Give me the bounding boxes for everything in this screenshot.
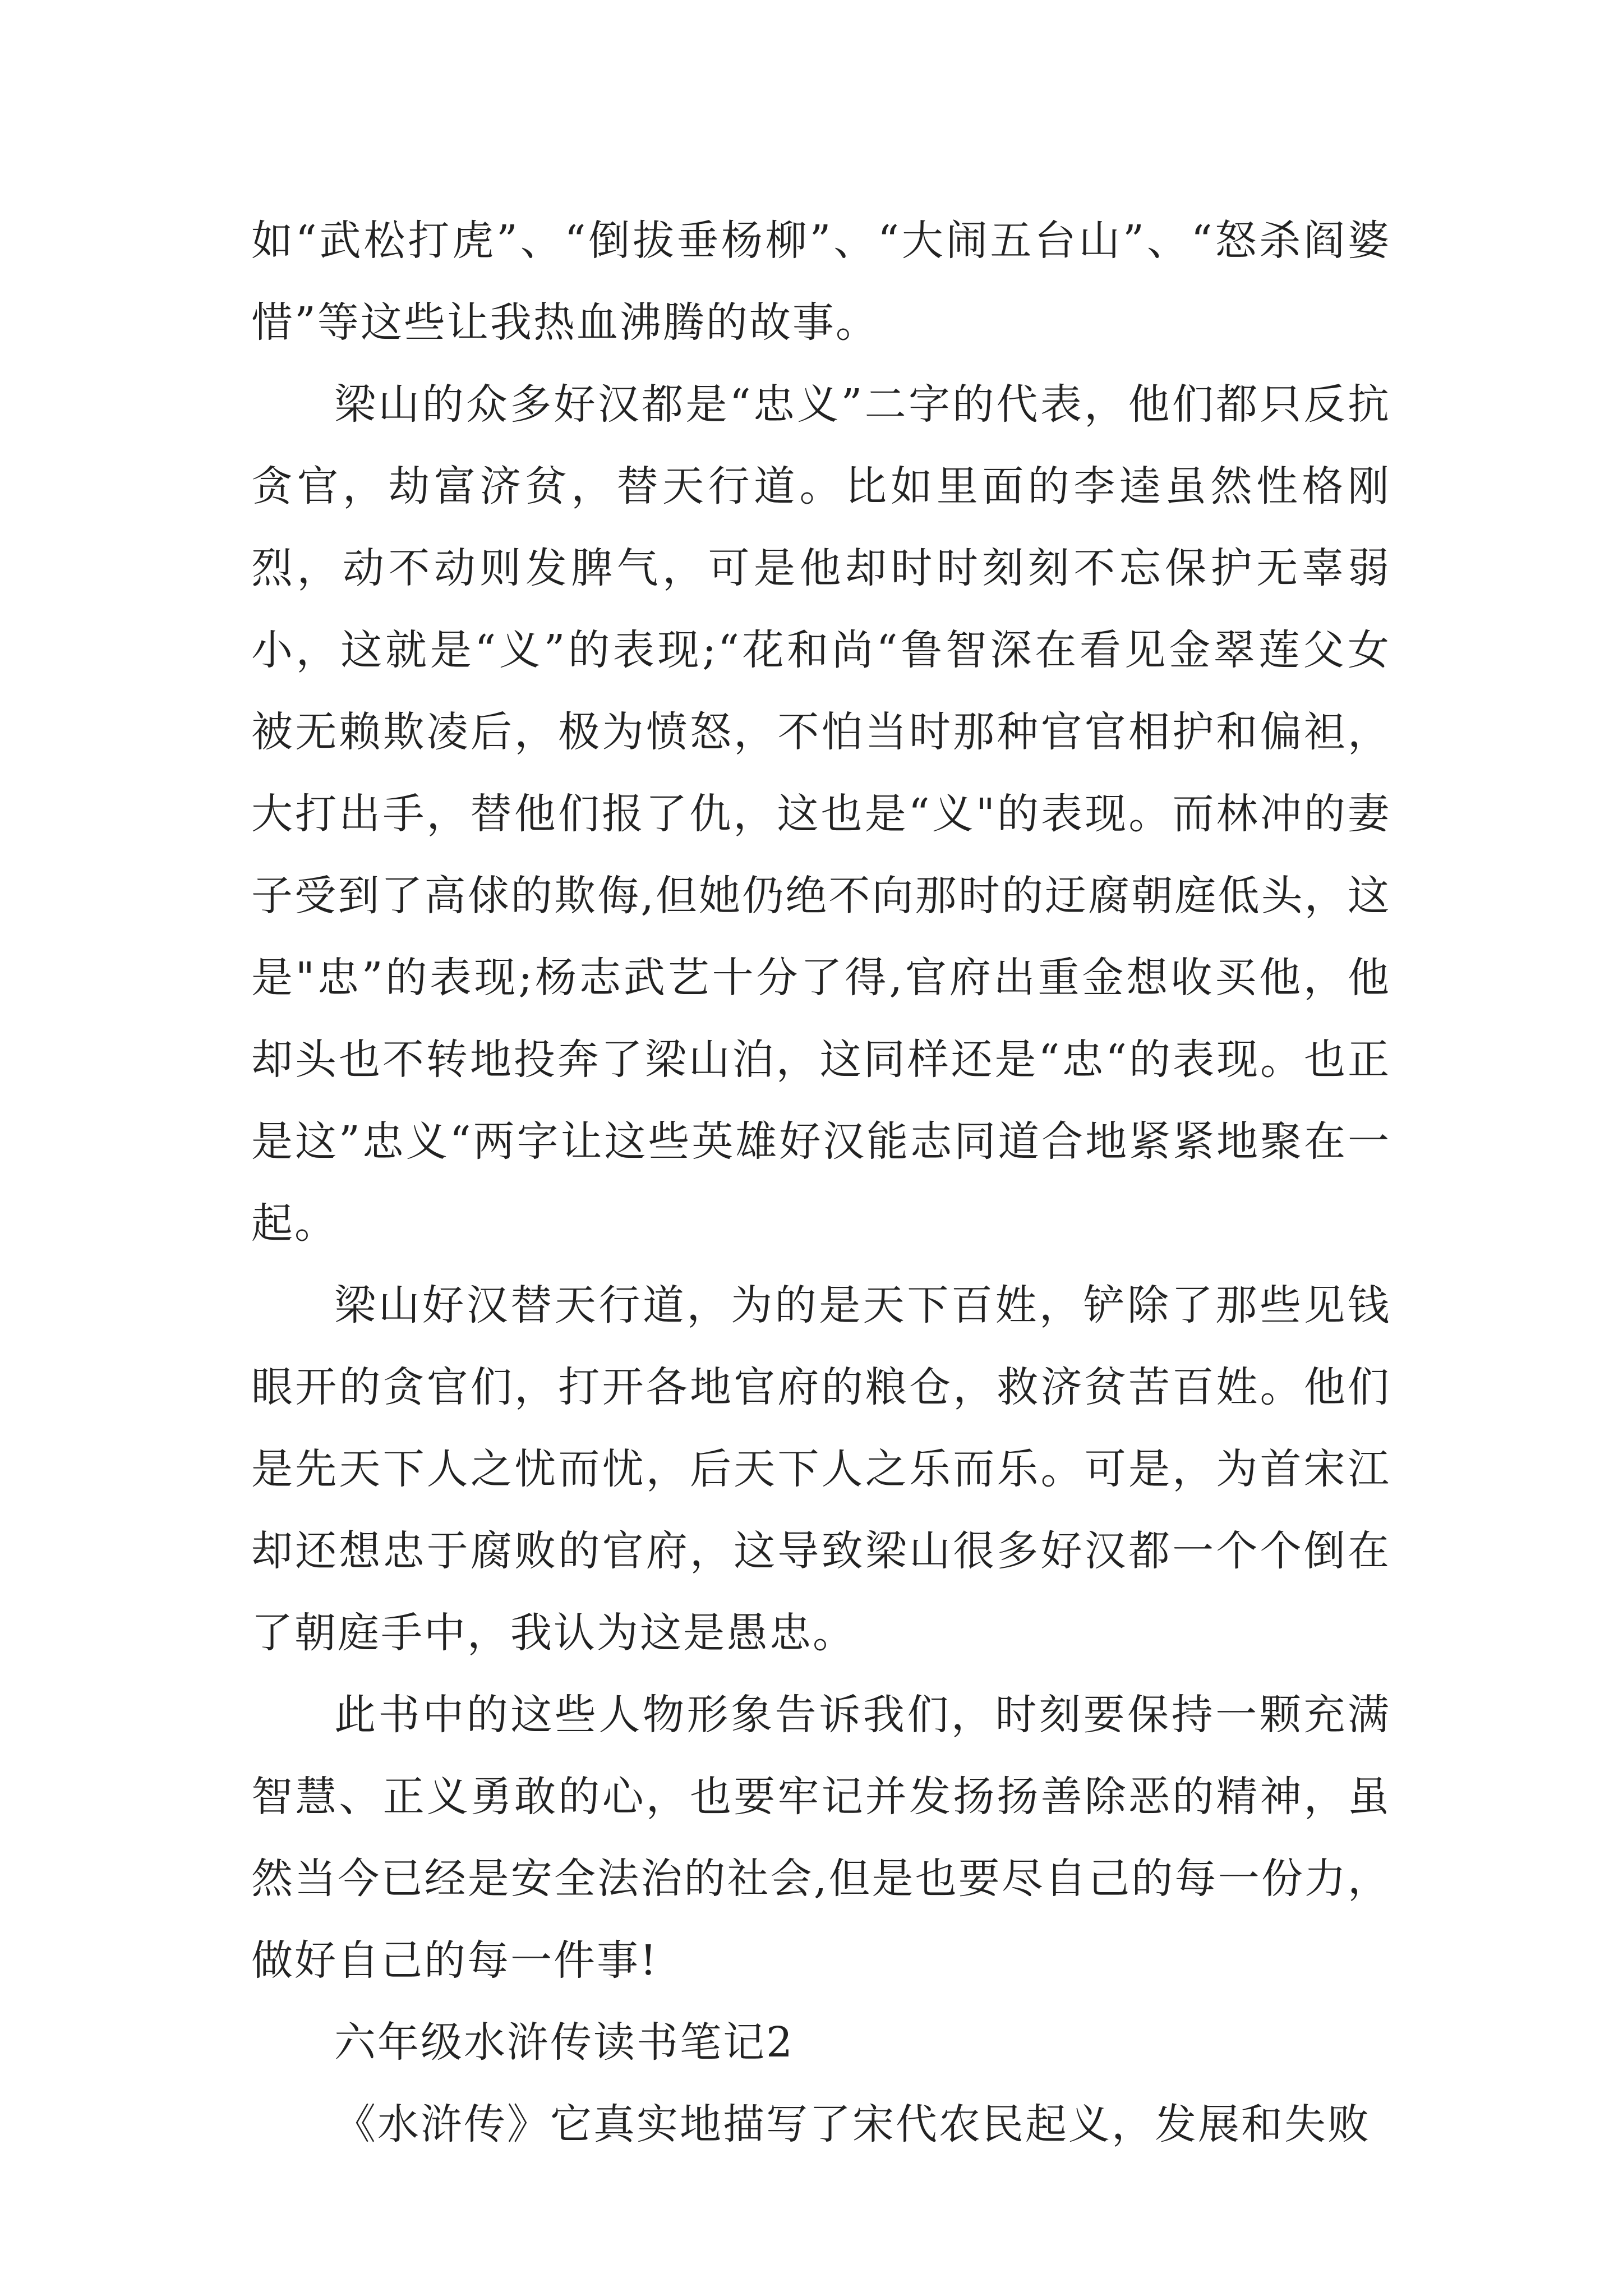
- section-title: 六年级水浒传读书笔记2: [334, 2018, 795, 2067]
- document-body: [251, 200, 1391, 2165]
- paragraph-loyalty: 梁山的众多好汉都是“忠义”二字的代表，他们都只反抗贪官，劫富济贫，替天行道。比如里面的李逵虽然性格刚烈，动不动则发脾气，可是他却时时刻刻不忘保护无辜弱小，这就是“义”的表现;“花和尚“鲁智深在看见金翠莲父女被无赖欺凌后，极为愤怒，不怕当时那种官官相护和偏袒，大打出手，替他们报了仇，这也是“义"的表现。而林冲的妻子受到了高俅的欺侮,但她仍绝不向那时的迂腐朝庭低头，这是"忠”的表现;杨志武艺十分了得,官府出重金想收买他，他却头也不转地投奔了梁山泊，这同样还是“忠“的表现。也正是这”忠义“两字让这些英雄好汉能志同道合地紧紧地聚在一起。: [251, 380, 1391, 1248]
- paragraph-intro: 《水浒传》它真实地描写了宋代农民起义，发展和失败: [334, 2100, 1371, 2148]
- paragraph-lesson: 此书中的这些人物形象告诉我们，时刻要保持一颗充满智慧、正义勇敢的心，也要牢记并发扬扬善除恶的精神，虽然当今已经是安全法治的社会,但是也要尽自己的每一份力，做好自己的每一件事!: [251, 1691, 1391, 1985]
- paragraph-heroes: 梁山好汉替天行道，为的是天下百姓，铲除了那些见钱眼开的贪官们，打开各地官府的粮仓，救济贫苦百姓。他们是先天下人之忧而忧，后天下人之乐而乐。可是，为首宋江却还想忠于腐败的官府，这导致梁山很多好汉都一个个倒在了朝庭手中，我认为这是愚忠。: [251, 1281, 1391, 1657]
- paragraph-continuation: 如“武松打虎”、“倒拔垂杨柳”、“大闹五台山”、“怒杀阎婆惜”等这些让我热血沸腾的故事。: [251, 217, 1391, 347]
